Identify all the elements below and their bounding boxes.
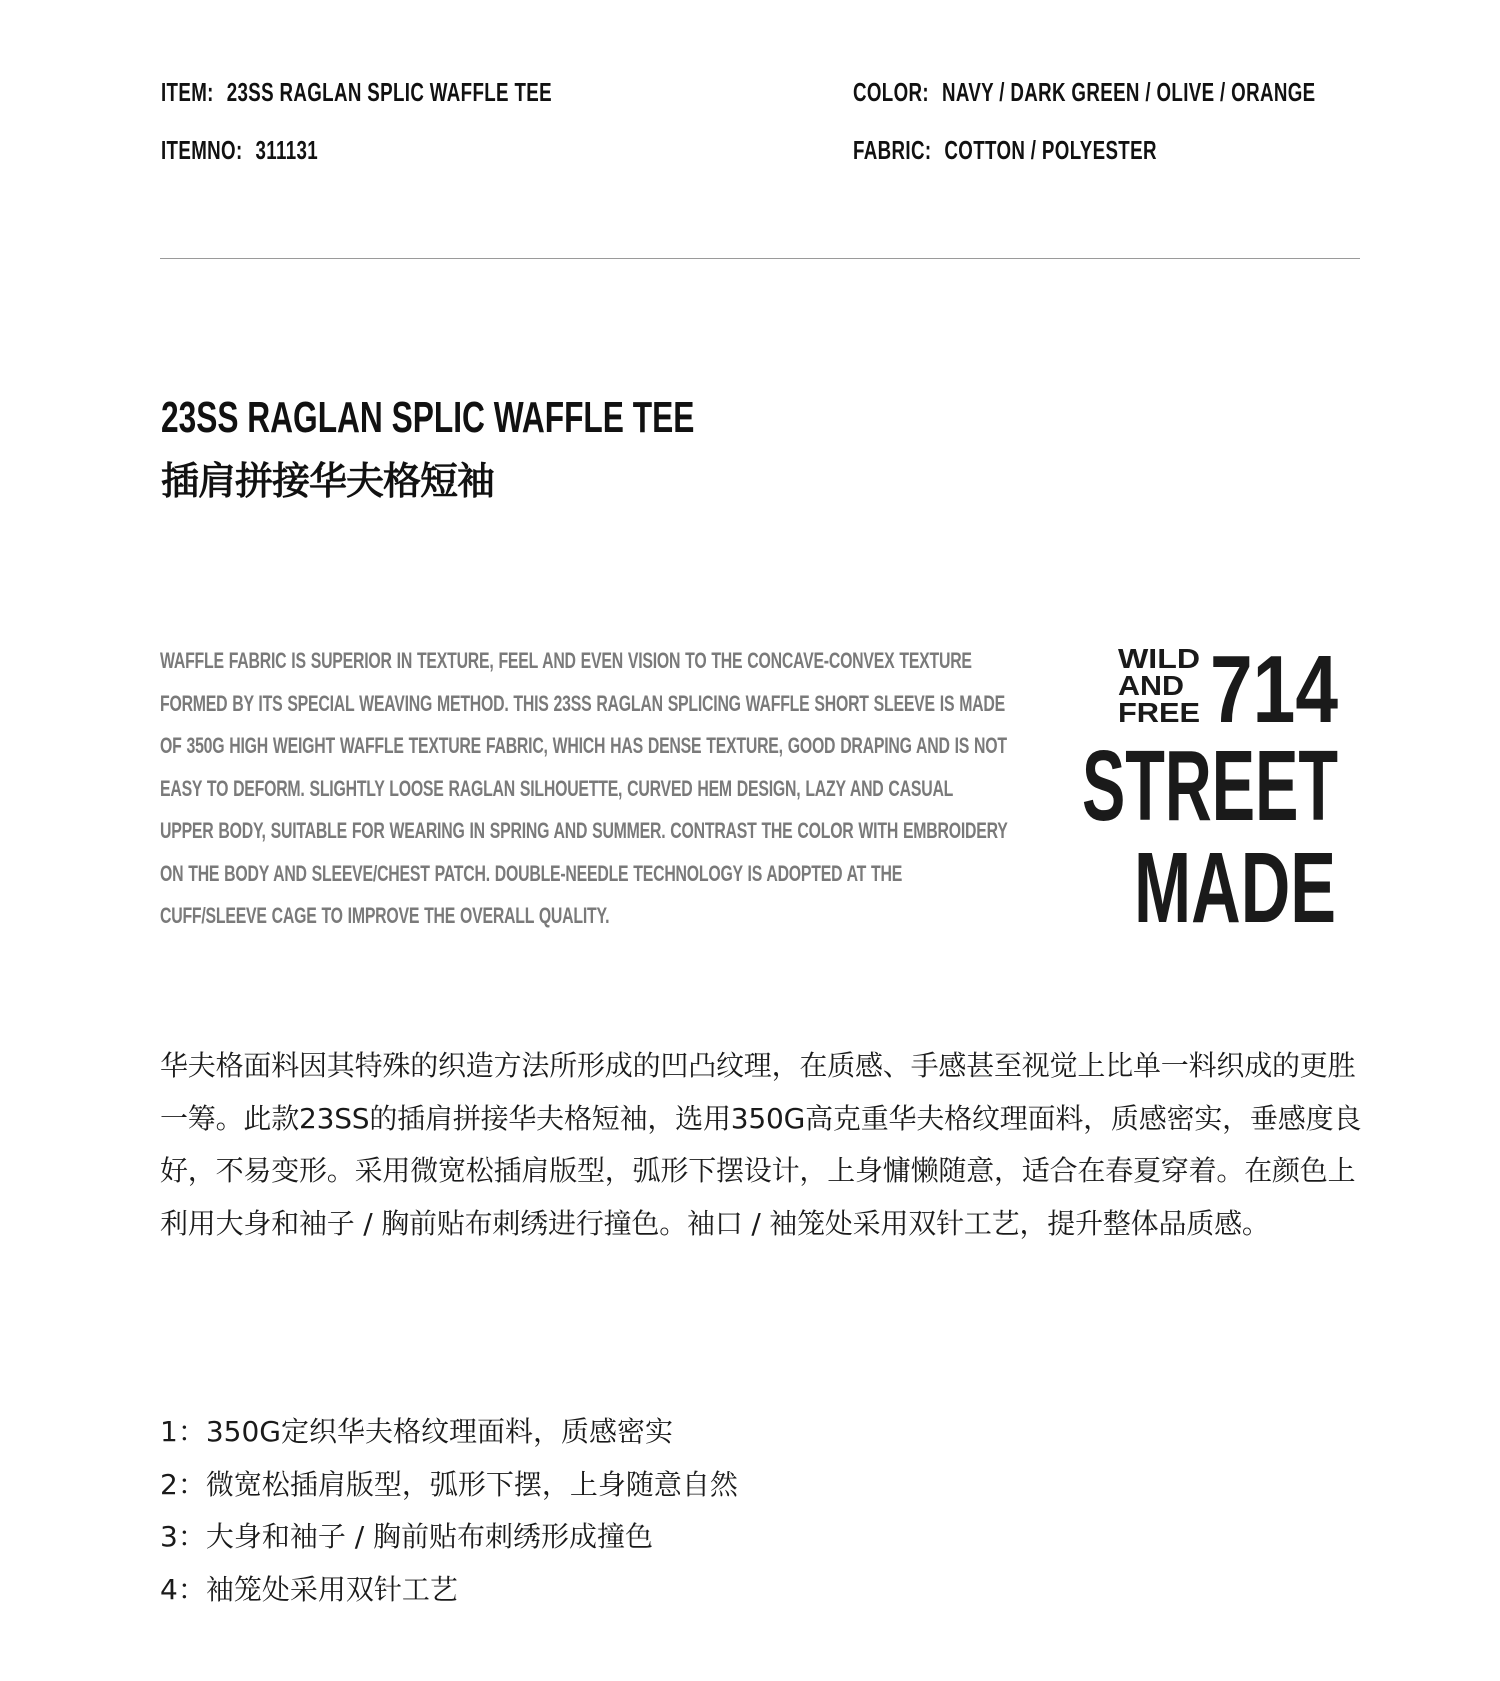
spec-item-value: 23SS RAGLAN SPLIC WAFFLE TEE	[226, 77, 552, 107]
description-en: WAFFLE FABRIC IS SUPERIOR IN TEXTURE, FEEL AND EVEN VISION TO THE CONCAVE-CONVEX TEXTURE FORMED BY ITS SPECIAL WEAVING METHOD. THIS 23SS RAGLAN SPLICING WAFFLE SHORT SLEEVE IS MADE OF 350G HIGH WEIGHT WAFFLE TEXTURE FABRIC, WHICH HAS DENSE TEXTURE, GOOD DRAPING AND IS NOT EASY TO DEFORM. SLIGHTLY LOOSE RAGLAN SILHOUETTE, CURVED HEM DESIGN, LAZY AND CASUAL UPPER BODY, SUITABLE FOR WEARING IN SPRING AND SUMMER. CONTRAST THE COLOR WITH EMBROIDERY ON THE BODY AND SLEEVE/CHEST PATCH. DOUBLE-NEEDLE TECHNOLOGY IS ADOPTED AT THE CUFF/SLEEVE CAGE TO IMPROVE THE OVERALL QUALITY.	[160, 648, 1008, 928]
spec-fabric	[853, 135, 1157, 166]
spec-fabric-label: FABRIC:	[853, 135, 932, 165]
feature-list	[160, 1406, 738, 1616]
street-made-logo	[1078, 636, 1340, 944]
logo-word-made: MADE	[1134, 832, 1336, 944]
spec-item-no-label: ITEMNO:	[161, 135, 243, 165]
spec-color-value: NAVY / DARK GREEN / OLIVE / ORANGE	[941, 77, 1316, 107]
logo-word-wild: WILD	[1118, 643, 1200, 674]
product-title-en: 23SS RAGLAN SPLIC WAFFLE TEE	[161, 393, 695, 442]
logo-word-free: FREE	[1118, 697, 1200, 728]
feature-item: 1：350G定织华夫格纹理面料，质感密实	[160, 1415, 673, 1448]
logo-word-and: AND	[1118, 670, 1184, 701]
feature-item: 3：大身和袖子 / 胸前贴布刺绣形成撞色	[160, 1520, 654, 1553]
logo-number: 714	[1210, 636, 1338, 743]
feature-item: 4：袖笼处采用双针工艺	[160, 1572, 458, 1606]
logo-word-street: STREET	[1082, 730, 1338, 842]
divider	[160, 258, 1360, 259]
spec-fabric-value: COTTON / POLYESTER	[944, 135, 1157, 165]
spec-color	[853, 77, 1315, 108]
spec-item	[161, 77, 552, 108]
spec-color-label: COLOR:	[853, 77, 929, 107]
spec-item-label: ITEM:	[161, 77, 214, 107]
spec-item-no	[161, 135, 318, 166]
description-zh: 华夫格面料因其特殊的织造方法所形成的凹凸纹理，在质感、手感甚至视觉上比单一料织成的更胜一筹。此款23SS的插肩拼接华夫格短袖，选用350G高克重华夫格纹理面料，质感密实，垂感度良好，不易变形。采用微宽松插肩版型，弧形下摆设计，上身慵懒随意，适合在春夏穿着。在颜色上利用大身和袖子 / 胸前贴布刺绣进行撞色。袖口 / 袖笼处采用双针工艺，提升整体品质感。	[160, 1049, 1362, 1240]
feature-item: 2：微宽松插肩版型，弧形下摆，上身随意自然	[160, 1467, 738, 1501]
product-title-zh: 插肩拼接华夫格短袖	[161, 459, 495, 503]
spec-item-no-value: 311131	[255, 135, 319, 165]
